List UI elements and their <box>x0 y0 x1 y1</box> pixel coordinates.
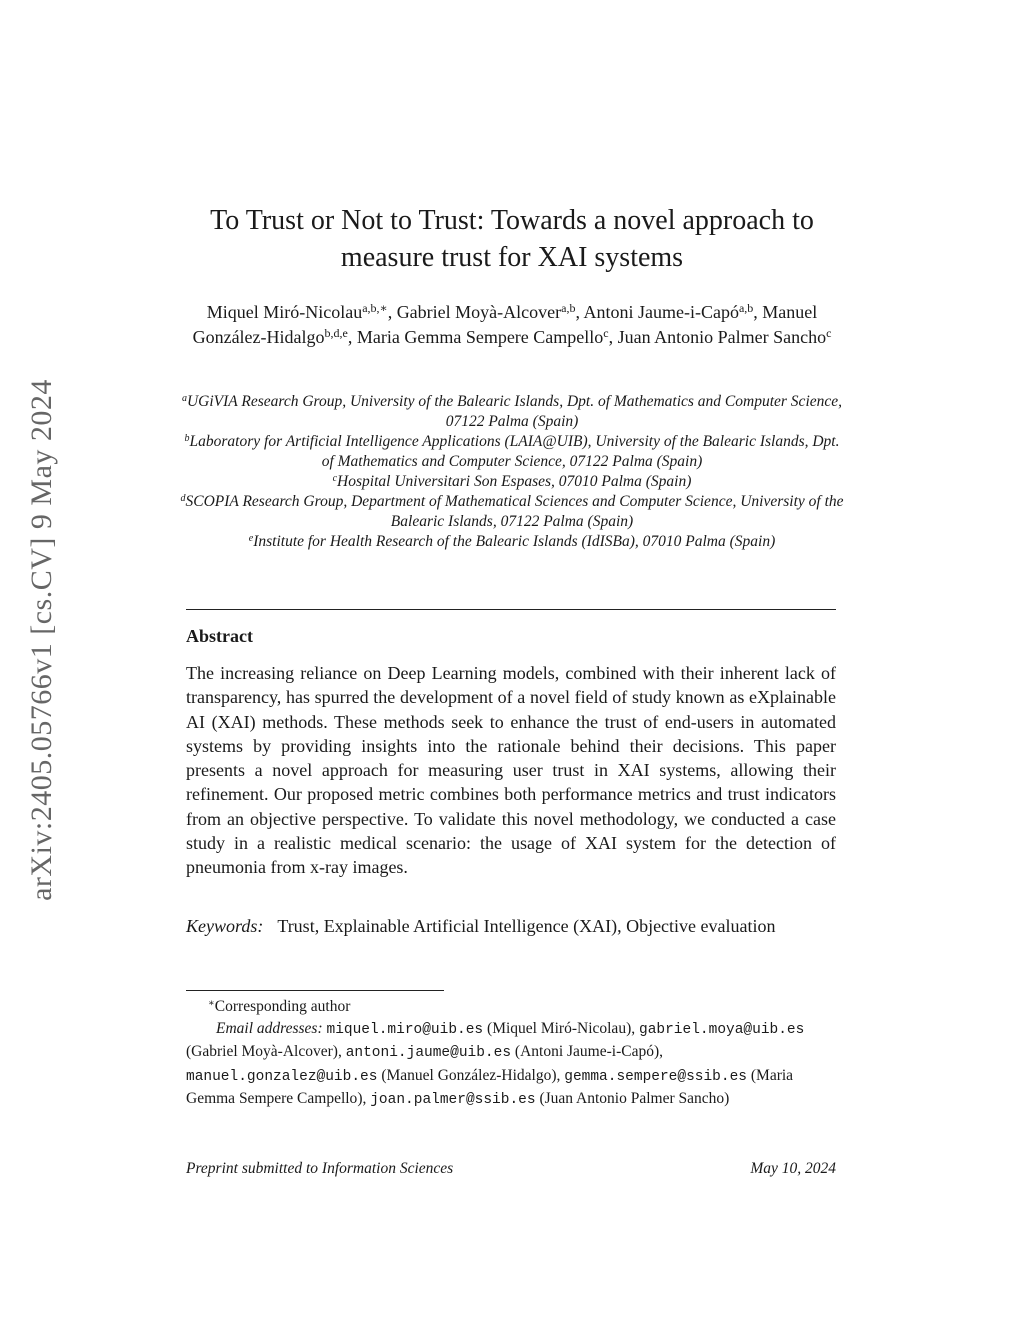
arxiv-identifier: arXiv:2405.05766v1 [cs.CV] 9 May 2024 <box>25 379 58 901</box>
title-line-2: measure trust for XAI systems <box>340 242 684 273</box>
email-link[interactable]: miquel.miro@uib.es <box>326 1021 484 1038</box>
keywords-label: Keywords: <box>186 916 264 936</box>
email-addresses: Email addresses: miquel.miro@uib.es (Miquel Miró-Nicolau), gabriel.moya@uib.es (Gabriel Moyà-Alcover), antoni.jaume@uib.es (Antoni Jaume-i-Capó), manuel.gonzalez@uib.es (Manuel González-Hidalgo), gemma.sempere@ssib.es (Maria Gemma Sempere Campello), joan.palmer@ssib.es (Juan Antonio Palmer Sancho) <box>186 1019 805 1109</box>
abstract-text: The increasing reliance on Deep Learning models, combined with their inherent lack of transparency, has spurred the development of a novel field of study known as eXplainable AI (XAI) methods. These methods seek to enhance the trust of end-users in automated systems by providing insights into the rationale behind their decisions. This paper presents a novel approach for measuring user trust in XAI systems, allowing their refinement. Our proposed metric combines both performance metrics and trust indicators from an objective perspective. To validate this novel methodology, we conducted a case study in a realistic medical scenario: the usage of XAI system for the detection of pneumonia from x-ray images. <box>186 663 836 878</box>
footnote <box>186 996 836 1112</box>
preprint-date: May 10, 2024 <box>750 1160 836 1177</box>
affiliation-key: a <box>181 393 187 404</box>
preprint-note: Preprint submitted to Information Sciences <box>186 1160 454 1177</box>
paper-title <box>160 202 864 276</box>
author-list: Miquel Miró-Nicolau$^{a,b,∗}$, Gabriel Moyà-Alcover$^{a,b}$, Antoni Jaume-i-Capó$^{a,b}$, Manuel González-Hidalgo$^{b,d,e}$, Maria Gemma Sempere Campello$^c$, Juan Antonio Palmer Sancho$^c$ <box>192 301 832 347</box>
affiliation-text: Laboratory for Artificial Intelligence Applications (LAIA@UIB), University of the Balearic Islands, Dpt. of Mathematics and Computer Science, 07122 Palma (Spain) <box>189 433 840 470</box>
email-owner: Maria Gemma Sempere Campello <box>186 1066 794 1108</box>
affiliation <box>180 392 844 432</box>
email-link[interactable]: joan.palmer@ssib.es <box>370 1092 536 1109</box>
author-affil-mark: a,b <box>561 301 576 315</box>
footnote-divider <box>186 990 444 991</box>
email-link[interactable]: manuel.gonzalez@uib.es <box>186 1068 378 1085</box>
email-link[interactable]: gabriel.moya@uib.es <box>639 1021 805 1038</box>
author-affil-mark: a,b <box>738 301 754 315</box>
title-line-1: To Trust or Not to Trust: Towards a novel approach to <box>210 205 814 236</box>
author-name: Gabriel Moyà-Alcover <box>396 302 562 322</box>
affiliation-list <box>180 392 844 552</box>
affiliation-key: c <box>332 473 338 484</box>
author-affil-mark: c <box>603 326 609 340</box>
corresponding-mark: ∗ <box>208 998 215 1009</box>
affiliation-key: b <box>184 433 190 444</box>
author-name: Manuel González-Hidalgo <box>192 302 818 347</box>
affiliation <box>180 472 844 492</box>
author-name: Maria Gemma Sempere Campello <box>356 327 604 347</box>
author-affil-mark: a,b,∗ <box>362 301 388 315</box>
author-name: Antoni Jaume-i-Capó <box>583 302 739 322</box>
affiliation-text: UGiVIA Research Group, University of the Balearic Islands, Dpt. of Mathematics and Computer Science, 07122 Palma (Spain) <box>186 393 843 430</box>
email-link[interactable]: antoni.jaume@uib.es <box>345 1045 512 1062</box>
affiliation-text: SCOPIA Research Group, Department of Mathematical Sciences and Computer Science, University of the Balearic Islands, 07122 Palma (Spain) <box>185 493 844 530</box>
keywords-text: Trust, Explainable Artificial Intelligence (XAI), Objective evaluation <box>277 916 776 936</box>
affiliation-text: Hospital Universitari Son Espases, 07010 Palma (Spain) <box>337 473 692 490</box>
author-affil-mark: b,d,e <box>324 326 348 340</box>
abstract-heading: Abstract <box>186 626 253 646</box>
email-owner: Gabriel Moyà-Alcover <box>191 1043 333 1061</box>
author-name: Miquel Miró-Nicolau <box>206 302 363 322</box>
email-owner: Antoni Jaume-i-Capó <box>520 1043 654 1061</box>
email-owner: Manuel González-Hidalgo <box>386 1066 552 1084</box>
abstract-divider <box>186 609 836 610</box>
affiliation <box>180 432 844 472</box>
author-affil-mark: c <box>826 326 832 340</box>
affiliation-key: e <box>248 533 254 544</box>
affiliation-text: Institute for Health Research of the Balearic Islands (IdISBa), 07010 Palma (Spain) <box>253 533 776 550</box>
email-owner: Juan Antonio Palmer Sancho <box>544 1090 725 1108</box>
author-name: Juan Antonio Palmer Sancho <box>617 327 827 347</box>
keywords <box>186 914 836 938</box>
affiliation <box>180 532 844 552</box>
affiliation <box>180 492 844 532</box>
corresponding-author-note <box>186 996 836 1018</box>
email-label: Email addresses: <box>216 1019 323 1037</box>
email-link[interactable]: gemma.sempere@ssib.es <box>564 1068 747 1085</box>
affiliation-key: d <box>180 493 186 504</box>
corresponding-label: Corresponding author <box>214 998 351 1015</box>
email-owner: Miquel Miró-Nicolau <box>492 1019 627 1037</box>
